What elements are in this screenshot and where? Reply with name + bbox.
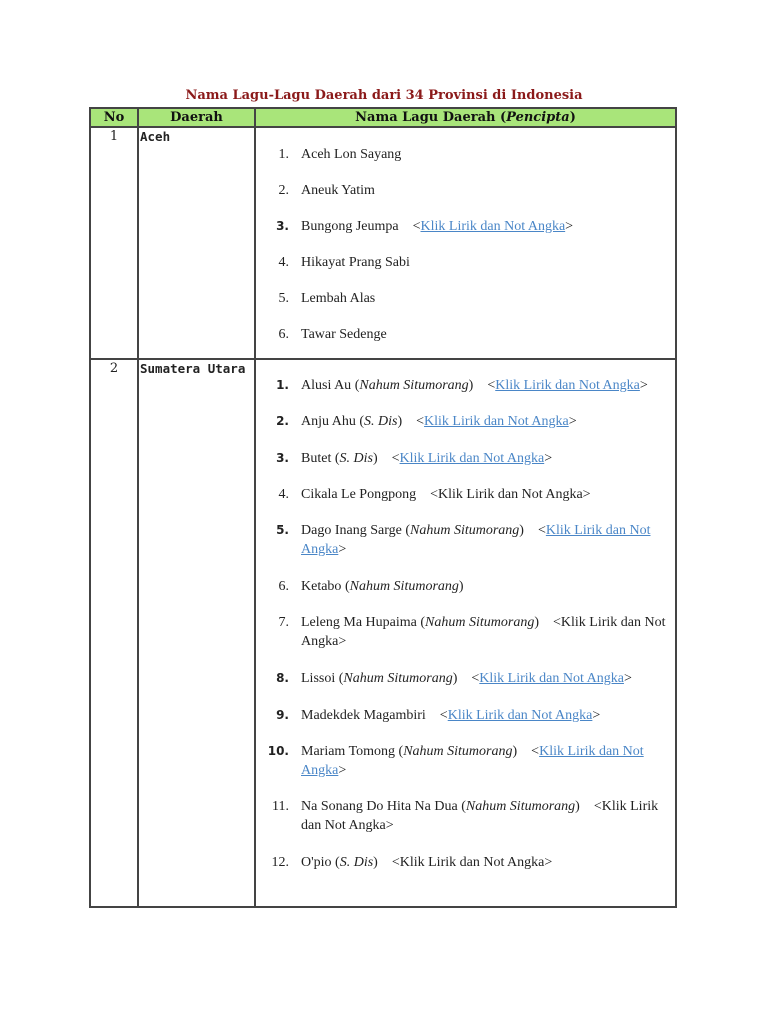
lyrics-link[interactable]: Klik Lirik dan Not Angka xyxy=(420,219,566,234)
list-number: 5. xyxy=(278,291,289,306)
list-item xyxy=(256,253,675,272)
list-number: 1. xyxy=(278,147,289,162)
song-title: Mariam Tomong xyxy=(301,744,396,759)
song-title: Na Sonang Do Hita Na Dua xyxy=(301,799,458,814)
table-header-row xyxy=(90,108,676,127)
list-number: 1. xyxy=(276,378,289,392)
song-title: Alusi Au xyxy=(301,378,352,393)
lyrics-text: Klik Lirik dan Not Angka xyxy=(301,799,659,833)
song-composer: Nahum Situmorang xyxy=(465,799,576,814)
song-title: Aceh Lon Sayang xyxy=(301,147,402,162)
list-number: 8. xyxy=(276,671,289,685)
song-title: Lissoi xyxy=(301,671,336,686)
song-composer: S. Dis xyxy=(339,855,374,870)
lyrics-link[interactable]: Klik Lirik dan Not Angka xyxy=(301,523,651,557)
lyrics-link[interactable]: Klik Lirik dan Not Angka xyxy=(447,708,593,723)
list-number: 11. xyxy=(272,799,289,814)
list-number: 12. xyxy=(271,855,289,870)
header-songs-label: Nama Lagu Daerah ( xyxy=(355,110,507,125)
song-composer: Nahum Situmorang xyxy=(343,671,453,686)
song-list xyxy=(256,376,675,872)
list-number: 4. xyxy=(278,255,289,270)
list-number: 3. xyxy=(276,451,289,465)
list-item: 5. Dago Inang Sarge (Nahum Situmorang) <Klik Lirik dan Not Angka> xyxy=(256,521,675,559)
lyrics-link[interactable]: Klik Lirik dan Not Angka xyxy=(301,744,644,778)
lyrics-link[interactable]: Klik Lirik dan Not Angka xyxy=(399,451,545,466)
lyrics-link[interactable]: Klik Lirik dan Not Angka xyxy=(495,378,640,393)
song-title: Bungong Jeumpa xyxy=(301,219,399,234)
song-title: O'pio xyxy=(301,855,332,870)
song-composer: Nahum Situmorang xyxy=(359,378,469,393)
list-item: 12. O'pio (S. Dis) <Klik Lirik dan Not Angka> xyxy=(256,853,675,872)
song-composer: S. Dis xyxy=(339,451,373,466)
list-item xyxy=(256,145,675,164)
list-item: 4. Cikala Le Pongpong <Klik Lirik dan Not Angka> xyxy=(256,485,675,504)
list-item: 1. Alusi Au (Nahum Situmorang) <Klik Lirik dan Not Angka> xyxy=(256,376,675,395)
list-item: 3. Butet (S. Dis) <Klik Lirik dan Not Angka> xyxy=(256,449,675,468)
list-item xyxy=(256,325,675,344)
list-number: 2. xyxy=(276,414,289,428)
list-number: 9. xyxy=(276,708,289,722)
region-name: Aceh xyxy=(138,127,255,359)
lyrics-link[interactable]: Klik Lirik dan Not Angka xyxy=(424,414,569,429)
song-title: Dago Inang Sarge xyxy=(301,523,402,538)
song-title: Tawar Sedenge xyxy=(301,327,387,342)
song-list xyxy=(256,145,675,344)
header-no: No xyxy=(90,108,138,127)
header-daerah: Daerah xyxy=(138,108,255,127)
lyrics-text: Klik Lirik dan Not Angka xyxy=(438,487,583,502)
song-composer: Nahum Situmorang xyxy=(425,615,535,630)
list-item: 6. Ketabo (Nahum Situmorang) xyxy=(256,577,675,596)
lyrics-link[interactable]: Klik Lirik dan Not Angka xyxy=(479,671,624,686)
region-name: Sumatera Utara xyxy=(138,359,255,907)
list-number: 7. xyxy=(278,615,289,630)
song-title: Aneuk Yatim xyxy=(301,183,375,198)
list-item: 10. Mariam Tomong (Nahum Situmorang) <Klik Lirik dan Not Angka> xyxy=(256,742,675,780)
song-title: Anju Ahu xyxy=(301,414,356,429)
song-title: Madekdek Magambiri xyxy=(301,708,426,723)
song-title: Butet xyxy=(301,451,332,466)
header-songs xyxy=(255,108,676,127)
table-row xyxy=(90,127,676,359)
song-title: Leleng Ma Hupaima xyxy=(301,615,417,630)
songs-table xyxy=(89,107,677,908)
list-number: 5. xyxy=(276,523,289,537)
list-number: 4. xyxy=(278,487,289,502)
song-title: Cikala Le Pongpong xyxy=(301,487,417,502)
song-title: Ketabo xyxy=(301,579,342,594)
list-number: 6. xyxy=(278,327,289,342)
lyrics-text: Klik Lirik dan Not Angka xyxy=(301,615,666,649)
song-composer: Nahum Situmorang xyxy=(410,523,520,538)
table-row xyxy=(90,359,676,907)
list-item xyxy=(256,181,675,200)
header-songs-suffix: ) xyxy=(569,110,576,125)
list-item: 9. Madekdek Magambiri <Klik Lirik dan Not Angka> xyxy=(256,706,675,725)
list-number: 6. xyxy=(278,579,289,594)
row-number: 1 xyxy=(90,127,138,359)
list-item: 8. Lissoi (Nahum Situmorang) <Klik Lirik dan Not Angka> xyxy=(256,669,675,688)
list-item: 2. Anju Ahu (S. Dis) <Klik Lirik dan Not Angka> xyxy=(256,412,675,431)
list-item xyxy=(256,289,675,308)
list-item: 7. Leleng Ma Hupaima (Nahum Situmorang) <Klik Lirik dan Not Angka> xyxy=(256,613,675,651)
song-title: Hikayat Prang Sabi xyxy=(301,255,410,270)
song-list-cell xyxy=(255,127,676,359)
song-composer: S. Dis xyxy=(364,414,398,429)
list-item: 3. Bungong Jeumpa <Klik Lirik dan Not Angka> xyxy=(256,217,675,236)
page-title: Nama Lagu-Lagu Daerah dari 34 Provinsi di Indonesia xyxy=(185,88,583,103)
list-number: 10. xyxy=(267,744,289,758)
song-composer: Nahum Situmorang xyxy=(403,744,513,759)
list-number: 2. xyxy=(278,183,289,198)
header-songs-italic: Pencipta xyxy=(506,110,570,125)
song-composer: Nahum Situmorang xyxy=(349,579,459,594)
lyrics-text: Klik Lirik dan Not Angka xyxy=(399,855,545,870)
list-number: 3. xyxy=(276,219,289,233)
list-item: 11. Na Sonang Do Hita Na Dua (Nahum Situmorang) <Klik Lirik dan Not Angka> xyxy=(256,797,675,835)
row-number: 2 xyxy=(90,359,138,907)
song-title: Lembah Alas xyxy=(301,291,376,306)
song-list-cell xyxy=(255,359,676,907)
